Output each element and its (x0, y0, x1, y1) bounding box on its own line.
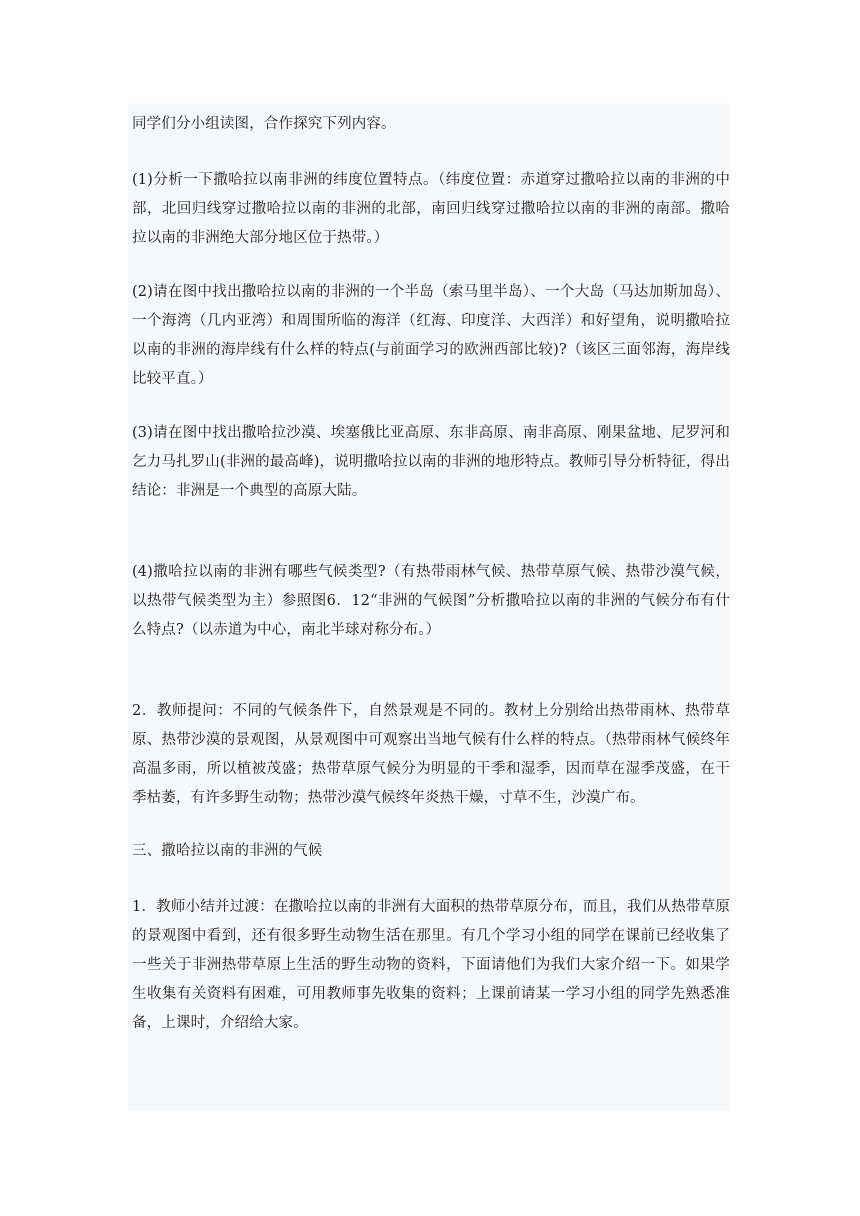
document-body (128, 103, 730, 1111)
paragraph-coastline: (2)请在图中找出撒哈拉以南的非洲的一个半岛（索马里半岛）、一个大岛（马达加斯加岛）、一个海湾（几内亚湾）和周围所临的海洋（红海、印度洋、大西洋）和好望角，说明撒哈拉以南的非洲的海岸线有什么样的特点(与前面学习的欧洲西部比较)?（该区三面邻海，海岸线比较平直。） (132, 284, 730, 387)
paragraph-intro: 同学们分小组读图，合作探究下列内容。 (132, 116, 396, 132)
paragraph-teacher-question: 2．教师提问：不同的气候条件下，自然景观是不同的。教材上分别给出热带雨林、热带草原、热带沙漠的景观图，从景观图中可观察出当地气候有什么样的特点。（热带雨林气候终年高温多雨，所以植被茂盛；热带草原气候分为明显的干季和湿季，因而草在湿季茂盛，在干季枯萎，有许多野生动物；热带沙漠气候终年炎热干燥，寸草不生，沙漠广布。 (132, 703, 730, 806)
paragraph-terrain: (3)请在图中找出撒哈拉沙漠、埃塞俄比亚高原、东非高原、南非高原、刚果盆地、尼罗河和乞力马扎罗山(非洲的最高峰)，说明撒哈拉以南的非洲的地形特点。教师引导分析特征，得出结论：非洲是一个典型的高原大陆。 (132, 425, 730, 499)
paragraph-latitude: (1)分析一下撒哈拉以南非洲的纬度位置特点。（纬度位置：赤道穿过撒哈拉以南的非洲的中部，北回归线穿过撒哈拉以南的非洲的北部，南回归线穿过撒哈拉以南的非洲的南部。撒哈拉以南的非洲绝大部分地区位于热带。） (132, 172, 730, 246)
paragraph-teacher-summary: 1．教师小结并过渡：在撒哈拉以南的非洲有大面积的热带草原分布，而且，我们从热带草原的景观图中看到，还有很多野生动物生活在那里。有几个学习小组的同学在课前已经收集了一些关于非洲热带草原上生活的野生动物的资料，下面请他们为我们大家介绍一下。如果学生收集有关资料有困难，可用教师事先收集的资料；上课前请某一学习小组的同学先熟悉准备，上课时，介绍给大家。 (132, 899, 730, 1031)
section-heading: 三、撒哈拉以南的非洲的气候 (132, 843, 323, 859)
paragraph-climate-types: (4)撒哈拉以南的非洲有哪些气候类型?（有热带雨林气候、热带草原气候、热带沙漠气候，以热带气候类型为主）参照图6．12“非洲的气候图”分析撒哈拉以南的非洲的气候分布有什么特点?（以赤道为中心，南北半球对称分布。） (132, 564, 730, 638)
